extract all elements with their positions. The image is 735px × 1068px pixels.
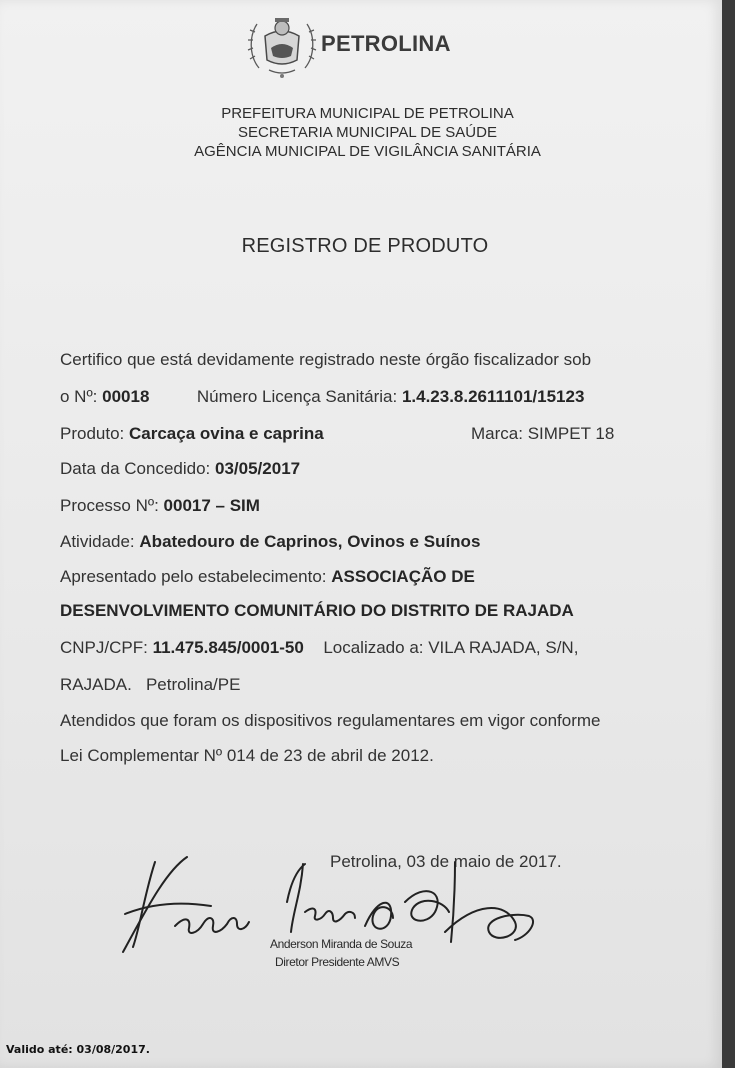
- presented-line: [60, 567, 475, 587]
- product-value: Carcaça ovina e caprina: [129, 424, 324, 443]
- logo-city-name: PETROLINA: [321, 31, 451, 56]
- cnpj-value: 11.475.845/0001-50: [152, 638, 304, 657]
- document-header: [0, 104, 735, 161]
- attended-line-1: Atendidos que foram os dispositivos regulamentares em vigor conforme: [60, 711, 601, 730]
- validity-date: Valido até: 03/08/2017.: [6, 1043, 150, 1056]
- license-value: 1.4.23.8.2611101/15123: [401, 387, 585, 406]
- cnpj-line: [60, 638, 578, 658]
- product-line: [60, 424, 324, 444]
- brand-value: SIMPET 18: [527, 424, 615, 443]
- activity-label: Atividade:: [60, 532, 135, 551]
- process-value: 00017 – SIM: [163, 496, 260, 515]
- attended-line-2: Lei Complementar Nº 014 de 23 de abril de 2012.: [60, 746, 434, 765]
- number-value: 00018: [102, 387, 150, 406]
- cnpj-label: CNPJ/CPF:: [60, 638, 148, 657]
- cert-intro-line: Certifico que está devidamente registrado neste órgão fiscalizador sob: [60, 350, 592, 369]
- document-title: REGISTRO DE PRODUTO: [241, 235, 489, 257]
- number-label: o Nº:: [60, 387, 98, 406]
- header-line-agencia: AGÊNCIA MUNICIPAL DE VIGILÂNCIA SANITÁRIA: [194, 143, 541, 160]
- location-cont-line: RAJADA. Petrolina/PE: [60, 675, 241, 694]
- establishment-line: [60, 601, 574, 621]
- logo: [245, 6, 451, 82]
- date-value: 03/05/2017: [215, 459, 301, 478]
- header-line-prefeitura: PREFEITURA MUNICIPAL DE PETROLINA: [221, 105, 514, 122]
- date-label: Data da Concedido:: [60, 459, 211, 478]
- registration-number-line: [60, 387, 584, 407]
- product-label: Produto:: [60, 424, 125, 443]
- license-label: Número Licença Sanitária:: [196, 387, 398, 406]
- process-label: Processo Nº:: [60, 496, 159, 515]
- process-line: [60, 496, 260, 516]
- presented-label: Apresentado pelo estabelecimento:: [60, 567, 327, 586]
- establishment-name-part1: ASSOCIAÇÃO DE: [331, 567, 475, 586]
- activity-line: [60, 532, 480, 552]
- signer-name: Anderson Miranda de Souza: [270, 937, 413, 951]
- city-seal-icon: [245, 6, 319, 82]
- brand-line: [471, 424, 614, 444]
- activity-value: Abatedouro de Caprinos, Ovinos e Suínos: [139, 532, 481, 551]
- establishment-name-part2: DESENVOLVIMENTO COMUNITÁRIO DO DISTRITO DE RAJADA: [60, 601, 574, 620]
- place-and-date: Petrolina, 03 de maio de 2017.: [330, 852, 562, 871]
- header-line-secretaria: SECRETARIA MUNICIPAL DE SAÚDE: [238, 124, 497, 141]
- location-label: Localizado a: VILA RAJADA, S/N,: [323, 638, 579, 657]
- date-line: [60, 459, 300, 479]
- brand-label: Marca:: [471, 424, 523, 443]
- signer-role: Diretor Presidente AMVS: [275, 955, 400, 969]
